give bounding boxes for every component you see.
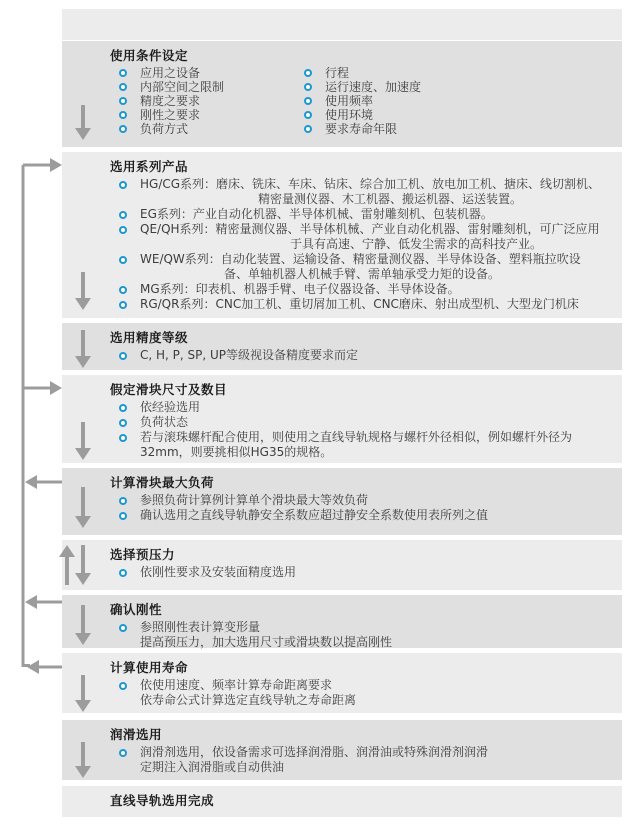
item-line: 刚性之要求	[140, 108, 201, 122]
bullet-item	[110, 177, 622, 207]
section-title: 直线导轨选用完成	[110, 793, 215, 808]
bullet-item	[110, 222, 622, 252]
bullet-item	[110, 252, 622, 282]
ring-icon	[304, 69, 312, 77]
ring-icon	[119, 211, 127, 219]
bullet-item	[110, 745, 622, 775]
section-items	[62, 177, 622, 312]
section-items	[62, 620, 622, 650]
section-title: 计算使用寿命	[110, 660, 189, 675]
section-preload-selection	[62, 540, 622, 590]
bullet-item	[110, 108, 295, 122]
item-line: 精度之要求	[140, 94, 201, 108]
section-items	[62, 565, 622, 580]
ring-icon	[119, 286, 127, 294]
ring-icon	[119, 404, 127, 412]
item-line: EG系列：产业自动化机器、半导体机械、雷射雕刻机、包装机器。	[140, 207, 493, 221]
item-line: 要求寿命年限	[325, 122, 398, 136]
item-line: 依刚性要求及安装面精度选用	[140, 565, 297, 579]
section-title: 选用系列产品	[110, 159, 189, 174]
item-line: 润滑剂选用，依设备需求可选择润滑脂、润滑油或特殊润滑剂润滑	[140, 745, 489, 759]
bullet-item	[110, 400, 622, 415]
item-line: 提高预压力，加大选用尺寸或滑块数以提高刚性	[140, 635, 393, 649]
ring-icon	[119, 111, 127, 119]
bullet-item	[110, 493, 622, 508]
item-line: C, H, P, SP, UP等级视设备精度要求而定	[140, 348, 359, 362]
item-line: 负荷方式	[140, 122, 189, 136]
item-line: 于具有高速、宁静、低发尘需求的高科技产业。	[290, 237, 543, 251]
bullet-item	[110, 297, 622, 312]
bullet-item	[110, 620, 622, 650]
bullet-item	[110, 122, 295, 136]
section-accuracy-grade	[62, 323, 622, 370]
section-title: 假定滑块尺寸及数目	[110, 382, 228, 397]
item-line: 依寿命公式计算选定直线导轨之寿命距离	[140, 693, 357, 707]
bullet-item	[110, 678, 622, 708]
section-lubrication	[62, 720, 622, 780]
section-top-spacer	[62, 9, 622, 40]
bullet-item	[110, 207, 622, 222]
ring-icon	[119, 434, 127, 442]
bullet-item	[110, 282, 622, 297]
ring-icon	[304, 83, 312, 91]
item-line: WE/QW系列：自动化装置、运输设备、精密量测仪器、半导体设备、塑料瓶拉吹设	[140, 252, 581, 266]
section-title: 选择预压力	[110, 547, 176, 562]
feedback-entry-arrow	[23, 158, 62, 172]
bullet-item	[110, 430, 622, 460]
feedback-entry-arrow	[23, 381, 62, 395]
section-completion	[62, 786, 622, 817]
ring-icon	[119, 497, 127, 505]
item-line: 定期注入润滑脂或自动供油	[140, 760, 285, 774]
section-series-selection	[62, 152, 622, 318]
condition-column	[110, 66, 295, 136]
section-rigidity-confirmation	[62, 595, 622, 648]
section-usage-conditions	[62, 41, 622, 147]
ring-icon	[119, 181, 127, 189]
section-items	[62, 400, 622, 460]
section-title: 使用条件设定	[110, 48, 189, 63]
bullet-item	[110, 348, 622, 363]
ring-icon	[119, 682, 127, 690]
section-title: 计算滑块最大负荷	[110, 475, 215, 490]
bullet-item	[295, 94, 421, 108]
section-items	[62, 678, 622, 708]
section-title: 确认刚性	[110, 602, 163, 617]
ring-icon	[119, 83, 127, 91]
item-line: 精密量测仪器、木工机器、搬运机器、运送装置。	[258, 192, 523, 206]
section-max-block-load	[62, 468, 622, 535]
item-line: 内部空间之限制	[140, 80, 225, 94]
item-line: 依使用速度、频率计算寿命距离要求	[140, 678, 333, 692]
item-line: 负荷状态	[140, 415, 189, 429]
ring-icon	[119, 569, 127, 577]
ring-icon	[119, 256, 127, 264]
item-line: MG系列：印表机、机器手臂、电子仪器设备、半导体设备。	[140, 282, 460, 296]
ring-icon	[119, 749, 127, 757]
item-line: 确认选用之直线导轨静安全系数应超过静安全系数使用表所列之值	[140, 508, 489, 522]
item-line: 参照负荷计算例计算单个滑块最大等效负荷	[140, 493, 369, 507]
ring-icon	[119, 125, 127, 133]
bullet-item	[110, 94, 295, 108]
bullet-item	[110, 565, 622, 580]
section-block-size-and-number	[62, 375, 622, 463]
section-title: 润滑选用	[110, 727, 163, 742]
feedback-rail	[23, 165, 30, 667]
feedback-return-arrow	[25, 475, 62, 489]
section-service-life	[62, 653, 622, 713]
ring-icon	[119, 512, 127, 520]
ring-icon	[304, 97, 312, 105]
ring-icon	[119, 301, 127, 309]
bullet-item	[295, 122, 421, 136]
item-line: 行程	[325, 66, 350, 80]
bullet-item	[110, 80, 295, 94]
bullet-item	[110, 508, 622, 523]
item-line: 使用频率	[325, 94, 374, 108]
item-line: 备、单轴机器人机械手臂、需单轴承受力矩的设备。	[224, 267, 501, 281]
bullet-item	[295, 80, 421, 94]
ring-icon	[119, 352, 127, 360]
ring-icon	[304, 125, 312, 133]
section-items	[62, 348, 622, 363]
feedback-return-arrow	[25, 595, 62, 609]
item-line: 参照刚性表计算变形量	[140, 620, 261, 634]
feedback-return-arrow	[27, 660, 62, 674]
bullet-item	[110, 415, 622, 430]
ring-icon	[119, 69, 127, 77]
item-line: 应用之设备	[140, 66, 201, 80]
bullet-item	[295, 66, 421, 80]
bullet-item	[110, 66, 295, 80]
item-line: QE/QH系列：精密量测仪器、半导体机械、产业自动化机器、雷射雕刻机，可广泛应用	[140, 222, 600, 236]
item-line: 使用环境	[325, 108, 374, 122]
section-title: 选用精度等级	[110, 330, 189, 345]
condition-columns	[110, 66, 622, 136]
item-line: 若与滚珠螺杆配合使用，则使用之直线导轨规格与螺杆外径相似，例如螺杆外径为	[140, 430, 573, 444]
section-items	[62, 745, 622, 775]
item-line: 运行速度、加速度	[325, 80, 422, 94]
bullet-item	[295, 108, 421, 122]
ring-icon	[119, 97, 127, 105]
section-items	[62, 493, 622, 523]
ring-icon	[119, 624, 127, 632]
condition-column	[295, 66, 421, 136]
item-line: RG/QR系列：CNC加工机、重切屑加工机、CNC磨床、射出成型机、大型龙门机床	[140, 297, 579, 311]
ring-icon	[119, 226, 127, 234]
item-line: HG/CG系列：磨床、铣床、车床、钻床、综合加工机、放电加工机、搪床、线切割机、	[140, 177, 601, 191]
item-line: 32mm，则要挑相似HG35的规格。	[140, 445, 333, 459]
ring-icon	[119, 419, 127, 427]
item-line: 依经验选用	[140, 400, 201, 414]
ring-icon	[304, 111, 312, 119]
